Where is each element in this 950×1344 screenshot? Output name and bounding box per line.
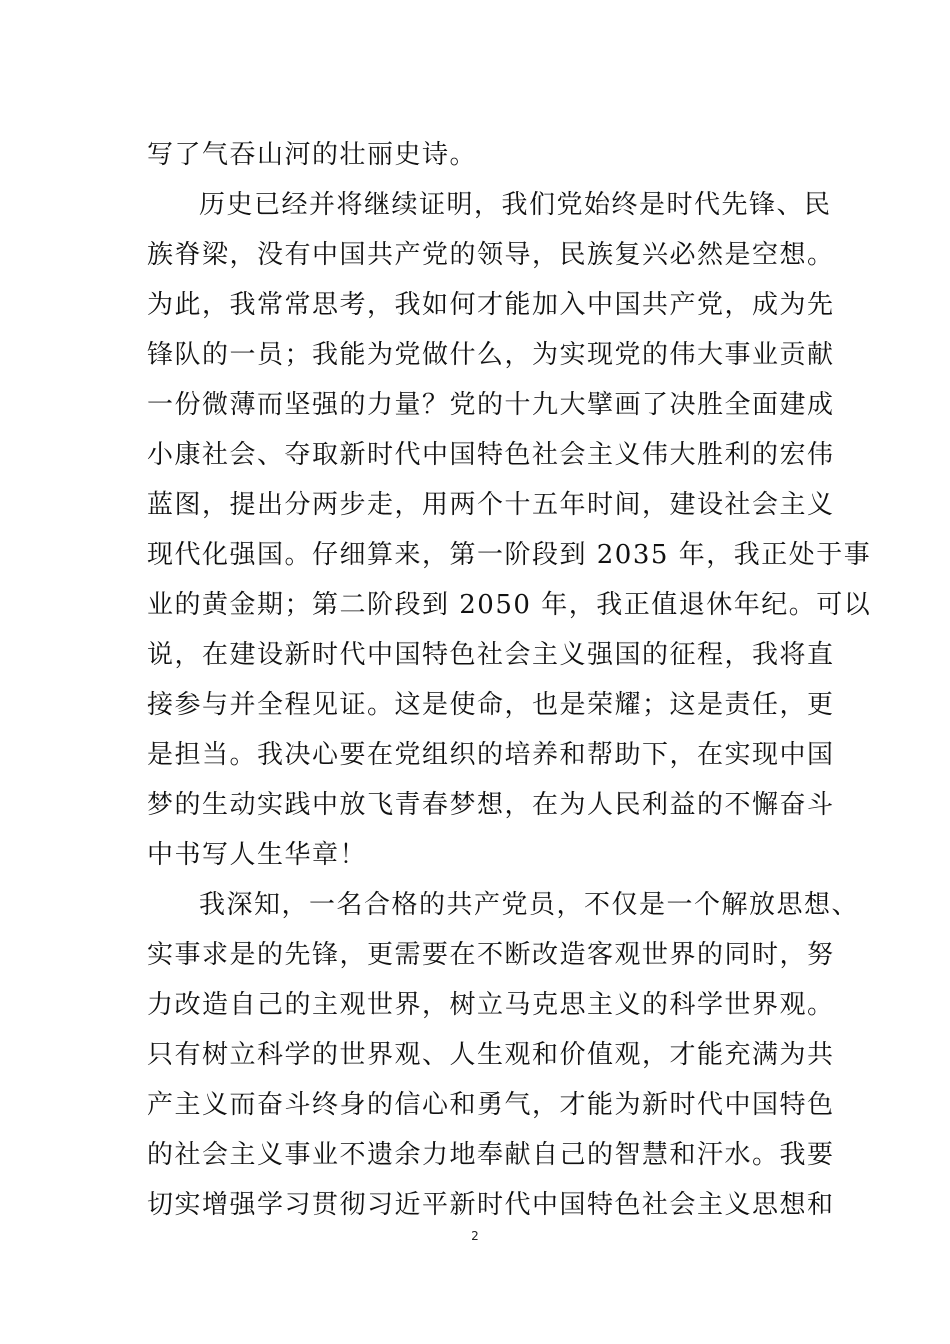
text-line-paragraph-start: 我深知，一名合格的共产党员，不仅是一个解放思想、 — [199, 890, 860, 920]
text-line: 小康社会、夺取新时代中国特色社会主义伟大胜利的宏伟 — [147, 440, 835, 470]
text-line: 业的黄金期；第二阶段到 2050 年，我正值退休年纪。可以 — [147, 590, 872, 620]
text-line: 是担当。我决心要在党组织的培养和帮助下，在实现中国 — [147, 740, 835, 770]
text-line: 力改造自己的主观世界，树立马克思主义的科学世界观。 — [147, 990, 835, 1020]
text-line: 只有树立科学的世界观、人生观和价值观，才能充满为共 — [147, 1040, 835, 1070]
text-line-paragraph-start: 历史已经并将继续证明，我们党始终是时代先锋、民 — [199, 190, 832, 220]
text-line: 切实增强学习贯彻习近平新时代中国特色社会主义思想和 — [147, 1190, 835, 1220]
text-line: 写了气吞山河的壮丽史诗。 — [147, 140, 478, 170]
text-line: 现代化强国。仔细算来，第一阶段到 2035 年，我正处于事 — [147, 540, 872, 570]
text-line: 产主义而奋斗终身的信心和勇气，才能为新时代中国特色 — [147, 1090, 835, 1120]
text-line: 说，在建设新时代中国特色社会主义强国的征程，我将直 — [147, 640, 835, 670]
text-line: 实事求是的先锋，更需要在不断改造客观世界的同时，努 — [147, 940, 835, 970]
text-line: 中书写人生华章！ — [147, 840, 368, 870]
text-line: 为此，我常常思考，我如何才能加入中国共产党，成为先 — [147, 290, 835, 320]
text-line: 族脊梁，没有中国共产党的领导，民族复兴必然是空想。 — [147, 240, 835, 270]
body-text — [147, 130, 872, 1230]
text-line: 一份微薄而坚强的力量？党的十九大擘画了决胜全面建成 — [147, 390, 835, 420]
text-line: 蓝图，提出分两步走，用两个十五年时间，建设社会主义 — [147, 490, 835, 520]
page-number: 2 — [471, 1229, 479, 1243]
text-line: 锋队的一员；我能为党做什么，为实现党的伟大事业贡献 — [147, 340, 835, 370]
text-line: 接参与并全程见证。这是使命，也是荣耀；这是责任，更 — [147, 690, 835, 720]
text-line: 的社会主义事业不遗余力地奉献自己的智慧和汗水。我要 — [147, 1140, 835, 1170]
text-line: 梦的生动实践中放飞青春梦想，在为人民利益的不懈奋斗 — [147, 790, 835, 820]
